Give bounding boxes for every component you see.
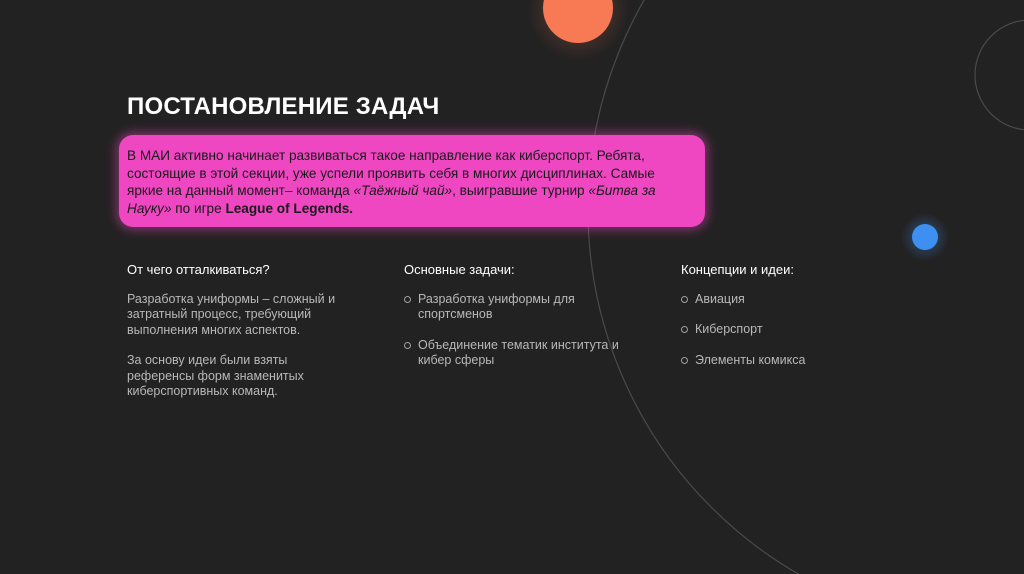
team-name: «Таёжный чай» — [353, 183, 453, 198]
column-basis-heading: От чего отталкиваться? — [127, 262, 270, 277]
bullet-circle-icon — [404, 342, 411, 349]
column-concepts-heading: Концепции и идеи: — [681, 262, 794, 277]
orbit-ring-small-icon — [975, 20, 1024, 130]
list-item — [404, 338, 644, 369]
blue-circle-icon — [912, 224, 938, 250]
bullet-circle-icon — [681, 357, 688, 364]
concepts-list — [681, 292, 911, 369]
page-title: ПОСТАНОВЛЕНИЕ ЗАДАЧ — [127, 93, 440, 120]
intro-text-part-2: , выигравшие турнир — [452, 183, 589, 198]
bullet-circle-icon — [404, 296, 411, 303]
list-item-text: Объединение тематик института и кибер сферы — [418, 337, 619, 367]
list-item-text: Разработка униформы для спортсменов — [418, 291, 575, 321]
column-tasks — [404, 262, 644, 384]
tasks-list — [404, 292, 644, 369]
list-item — [404, 292, 644, 323]
list-item — [681, 292, 911, 308]
column-concepts — [681, 262, 911, 383]
list-item-text: Авиация — [695, 291, 745, 306]
bullet-circle-icon — [681, 296, 688, 303]
column-basis — [127, 262, 357, 415]
list-item — [681, 322, 911, 338]
column-basis-paragraph: Разработка униформы – сложный и затратный процесс, требующий выполнения многих аспектов. — [127, 291, 336, 337]
list-item — [681, 353, 911, 369]
bullet-circle-icon — [681, 326, 688, 333]
game-name: League of Legends. — [225, 200, 354, 216]
intro-text-part-3: по игре — [171, 200, 226, 216]
column-basis-paragraph: За основу идеи были взяты референсы форм знаменитых киберспортивных команд. — [127, 353, 304, 398]
intro-text-part-1: В МАИ активно начинает развиваться такое направление как киберспорт. Ребята, состоящие в этой секции, уже успели проявить себя в многих дисциплинах. Самые яркие на данный момент– команда — [127, 148, 655, 198]
column-tasks-heading: Основные задачи: — [404, 262, 515, 277]
list-item-text: Киберспорт — [695, 322, 763, 336]
intro-highlight-box — [119, 135, 705, 227]
tournament-name: «Битва за Науку» — [127, 183, 656, 216]
list-item-text: Элементы комикса — [695, 352, 806, 367]
